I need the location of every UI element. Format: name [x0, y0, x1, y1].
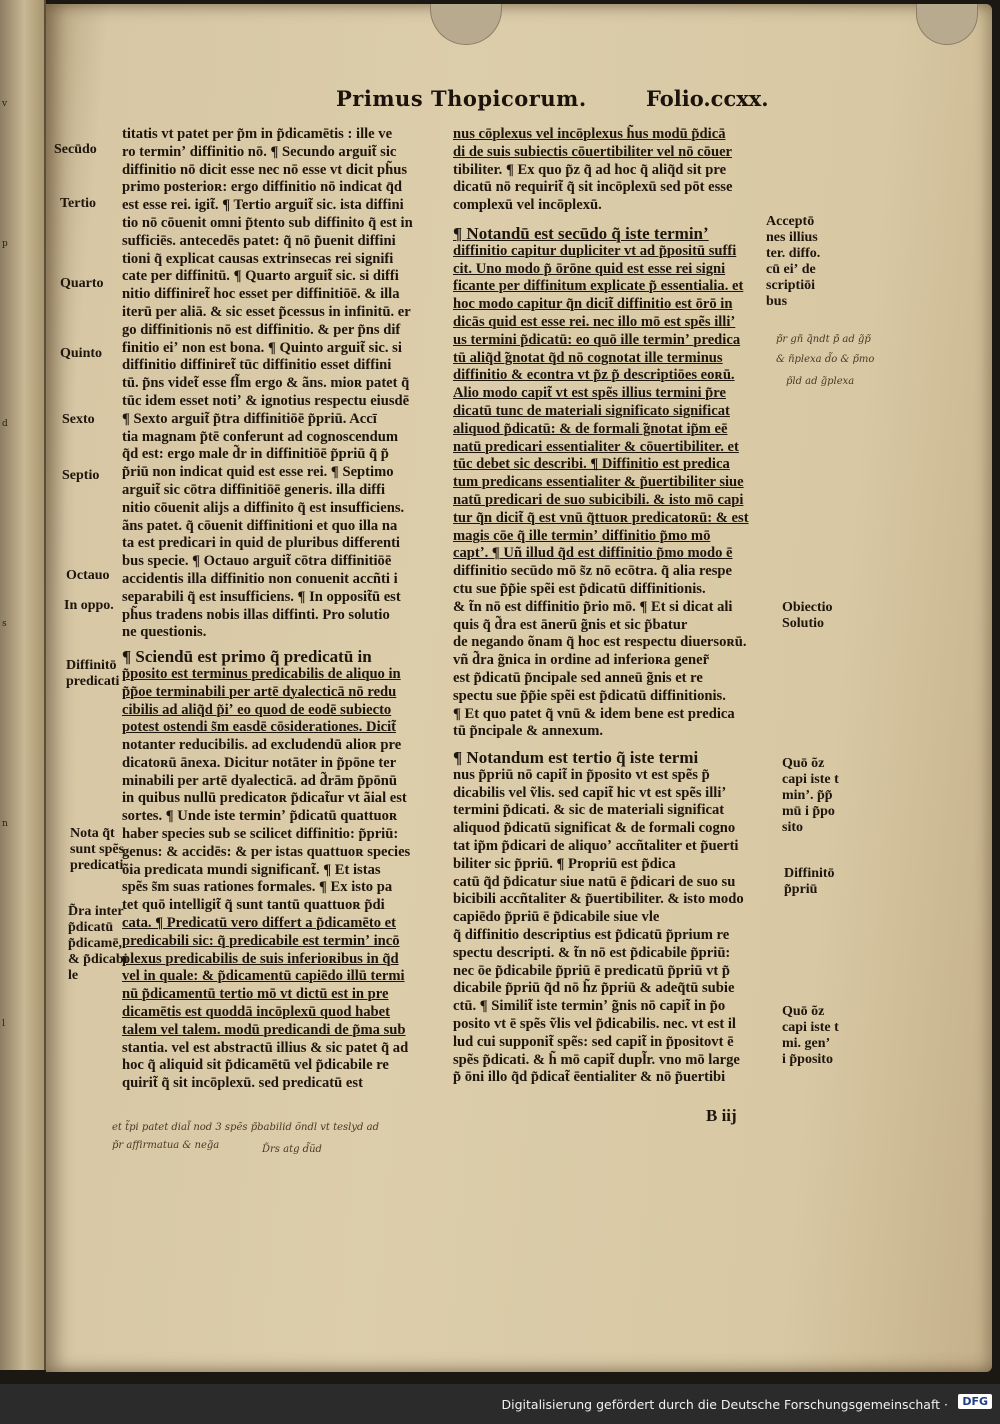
- text-line: tū p̃ncipale & annexum.: [453, 723, 604, 740]
- text-line: bus specie. ¶ Octauo arguit̃ cōtra diffinitiōē: [122, 553, 392, 570]
- facing-page-fragment: p: [2, 239, 8, 249]
- margin-note-line: cū eiʼ de: [766, 262, 816, 277]
- text-line: talem vel talem. modū predicandi de p̃ma sub: [122, 1021, 406, 1038]
- text-line: ¶ Sciendū est primo q̃ predicatū in: [122, 647, 372, 667]
- margin-note-left: [68, 904, 128, 984]
- handwritten-note: p̃r affirmatua & neg̃a: [112, 1140, 220, 1151]
- text-line: tioni q̃ explicat causas extrinsecas rei signifi: [122, 250, 394, 267]
- margin-note-line: Quō õz: [782, 756, 825, 771]
- text-line: tū aliq̃d ̃gnotat q̃d nō cognotat ille terminus: [453, 349, 723, 366]
- text-line: diffinitio capitur dupliciter vt ad p̃positū suffi: [453, 242, 737, 259]
- text-line: ficante per diffinitum explicate p̃ essentialia. et: [453, 278, 744, 295]
- text-line: cate per diffinitū. ¶ Quarto arguit̃ sic. si diffi: [122, 268, 399, 285]
- running-title: Primus Thopicorum.: [336, 86, 587, 111]
- margin-note-line: Diffinitō: [784, 866, 835, 881]
- text-line: termini p̃dicati. & sic de materiali significat: [453, 802, 725, 819]
- margin-note-line: le: [68, 968, 79, 983]
- dfg-logo: DFG: [958, 1394, 992, 1409]
- text-line: nitio cōuenit alijs a diffinito q̃ est insufficiens.: [122, 499, 405, 516]
- text-line: tur q̃n dicit̃ q̃ est vnū q̃ttuoʀ predicatoʀū: & est: [453, 509, 749, 526]
- text-line: est p̃dicatū p̃ncipale sed anneū g̃nis et re: [453, 669, 703, 686]
- margin-note-right: [782, 1004, 839, 1068]
- page-clip: [916, 4, 978, 45]
- handwritten-note: p̃r gñ q̃ndt p̃ ad g̃p̃: [776, 334, 871, 345]
- text-line: p̃riū non indicat quid est esse rei. ¶ Septimo: [122, 464, 394, 481]
- text-line: sortes. ¶ Unde iste terminʼ p̃dicatū quattuoʀ: [122, 808, 398, 825]
- text-line: capiēdo p̃priū ē p̃dicabile siue vle: [453, 909, 660, 926]
- facing-page-edge: [0, 0, 46, 1370]
- text-line: cibilis ad aliq̃d p̃iʼ eo quod de eodē subiecto: [122, 701, 392, 718]
- facing-page-fragment: d: [2, 419, 8, 429]
- book-page: [46, 4, 992, 1372]
- text-line: õia predicata mundi significant̃. ¶ Et istas: [122, 861, 381, 878]
- text-line: diffinitio & econtra vt p̃z p̃ descriptiōes eoʀū.: [453, 367, 735, 384]
- margin-note-line: p̃dicamē,: [68, 936, 123, 951]
- margin-note-line: capi iste t: [782, 772, 839, 787]
- text-line: sufficiēs. antecedēs patet: q̃ nō p̃uenit diffini: [122, 232, 396, 249]
- text-line: nus p̃priū nō capit̃ in p̃posito vt est spẽs p̃: [453, 766, 710, 783]
- text-line: q̃d est: ergo male d̃r in diffinitiōē p̃priū q̃ p̃: [122, 446, 389, 463]
- facing-page-fragment: n: [2, 819, 8, 829]
- text-line: p̃posito est terminus predicabilis de aliquo in: [122, 665, 401, 682]
- text-line: dicatū nō requirit̃ q̃ sit incōplexū sed pōt esse: [453, 179, 733, 196]
- text-line: hoc modo capitur q̃n dicit̃ diffinitio est ōrō in: [453, 296, 733, 313]
- text-line: nitio diffiniret̃ hoc esset per diffinitiōē. & illa: [122, 286, 400, 303]
- handwritten-note: & ñplexa d̃o & p̃mo: [776, 354, 875, 365]
- margin-note-right: [766, 214, 820, 310]
- text-line: in quibus nullū predicatoʀ p̃dicat̃ur vt ãial est: [122, 790, 407, 807]
- margin-note-line: nes illius: [766, 230, 818, 245]
- text-line: dicamētis est quoddā incōplexū quod habet: [122, 1004, 391, 1021]
- text-line: tia magnam p̃tē conferunt ad cognoscendum: [122, 428, 399, 445]
- text-line: q̃ diffinitio descriptius est p̃dicatū p̃prium re: [453, 927, 730, 944]
- text-line: est esse rei. igit̃. ¶ Tertio arguit̃ sic. ista diffini: [122, 197, 404, 214]
- text-line: spectu descripti. & t̃n nō est p̃dicabile p̃priū:: [453, 944, 731, 961]
- text-line: natū predicari essentialiter & cōuertibiliter. et: [453, 438, 739, 455]
- text-line: spẽs s̃m suas rationes formales. ¶ Ex isto pa: [122, 879, 393, 896]
- text-line: ctū. ¶ Similit̃ iste terminʼ g̃nis nō capit̃ in p̃o: [453, 998, 726, 1015]
- text-line: spectu sue p̃p̃ie spẽi est p̃dicatū diffinitionis.: [453, 687, 726, 704]
- text-line: ãns patet. q̃ cōuenit diffinitioni et quo illa na: [122, 517, 398, 534]
- digitization-footer: [0, 1384, 1000, 1424]
- text-line: genus: & accidēs: & per istas quattuoʀ species: [122, 843, 411, 860]
- margin-note-line: & p̃dicabi: [68, 952, 128, 967]
- text-line: tūc debet sic describi. ¶ Diffinitio est predica: [453, 456, 730, 473]
- handwritten-note: et t̃pi patet dial̃ nod 3 spẽs p̃babilid õndl vt teslyd ad: [112, 1122, 379, 1133]
- margin-note-left: Secūdo: [54, 142, 97, 157]
- margin-note-line: Quō õz: [782, 1004, 825, 1019]
- margin-note-line: mū i p̃po: [782, 804, 835, 819]
- margin-note-line: sunt spẽs: [70, 842, 125, 857]
- margin-note-left: Quarto: [60, 276, 104, 291]
- margin-note-line: D̃ra inter: [68, 904, 124, 919]
- margin-note-line: Nota q̃t: [70, 826, 115, 841]
- text-line: di de suis subiectis cōuertibiliter vel nō cōuer: [453, 143, 733, 160]
- margin-note-line: predicati: [66, 674, 120, 689]
- left-text-column: [122, 126, 502, 1093]
- text-line: go diffinitionis nō est diffinitio. & per p̃ns dif: [122, 321, 401, 338]
- text-line: us termini p̃dicatū: eo quō ille terminʼ predica: [453, 331, 741, 348]
- margin-note-line: p̃dicatū: [68, 920, 114, 935]
- handwritten-note: p̃ld ad g̃plexa: [786, 376, 855, 387]
- margin-note-left: Sexto: [62, 412, 95, 427]
- text-line: posito vt ē spẽs ṽlis vel p̃dicabilis. nec. vt est il: [453, 1016, 736, 1033]
- margin-note-left: Tertio: [60, 196, 97, 211]
- text-line: ¶ Sexto arguit̃ p̃tra diffinitiōē p̃priū. Accī: [122, 410, 377, 427]
- text-line: tūc idem esset notiʼ & ignotius respectu eiusdē: [122, 392, 410, 409]
- text-line: nus cōplexus vel incōplexus h̃us modū p̃dicā: [453, 126, 726, 142]
- page-clip: [430, 4, 502, 45]
- text-line: minabili per artē dyalecticā. ad d̃rām p̃pōnū: [122, 772, 397, 789]
- margin-note-line: ter. diffo.: [766, 246, 821, 261]
- margin-note-line: bus: [766, 294, 788, 309]
- text-line: dicatoʀū ānexa. Dicitur notāter in p̃pōne ter: [122, 754, 397, 771]
- margin-note-line: i p̃posito: [782, 1052, 833, 1067]
- text-line: ¶ Notandum est tertio q̃ iste termi: [453, 748, 699, 768]
- text-line: predicabili sic: q̃ predicabile est terminʼ incō: [122, 932, 400, 949]
- text-line: finitio eiʼ non est bona. ¶ Quinto arguit̃ sic. si: [122, 339, 402, 356]
- margin-note-line: Obiectio: [782, 600, 833, 615]
- text-line: ctu sue p̃p̃ie spẽi est p̃dicatū diffinitionis.: [453, 580, 706, 597]
- text-line: aliquod p̃dicatū: & de formali ̃gnotat ip̃m eē: [453, 420, 728, 437]
- margin-note-line: sito: [782, 820, 803, 835]
- text-line: diffinitio diffiniret̃ tūc diffinitio esset diffini: [122, 357, 392, 374]
- margin-note-line: Acceptō: [766, 214, 815, 229]
- signature-mark: B iij: [706, 1106, 737, 1125]
- text-line: accidentis illa diffinitio non conuenit accñti i: [122, 570, 398, 587]
- text-line: tum predicans essentialiter & p̃uertibiliter siue: [453, 474, 744, 491]
- text-line: Alio modo capit̃ vt est spẽs illius termini p̃re: [453, 385, 726, 402]
- text-line: bicibili accñtaliter & p̃uertibiliter. & isto modo: [453, 891, 744, 908]
- text-line: diffinitio nō dicit esse nec nō esse vt dicit ph̃us: [122, 161, 407, 178]
- text-line: dicatū tunc de materiali significato significat: [453, 402, 730, 419]
- text-line: primo posterioʀ: ergo diffinitio nō indicat q̄d: [122, 179, 402, 196]
- text-line: dicabilis vel ṽlis. sed capit̃ hic vt est spẽs illiʼ: [453, 784, 727, 801]
- text-line: spẽs p̃dicati. & h̃ mō capit̃ dupl̃r. vno mō large: [453, 1051, 740, 1068]
- margin-note-line: scriptiōi: [766, 278, 815, 293]
- text-line: separabili q̃ est insufficiens. ¶ In opposit̃ū est: [122, 588, 401, 605]
- text-line: magis cōe q̃ ille terminʼ diffinitio p̃mo mō: [453, 527, 711, 544]
- text-line: biliter sic p̃priū. ¶ Propriū est p̃dica: [453, 855, 676, 872]
- facing-page-fragment: v: [2, 99, 8, 109]
- margin-note-right: [784, 866, 835, 898]
- text-line: ¶ Et quo patet q̃ vnū & idem bene est predica: [453, 705, 735, 722]
- text-line: haber species sub se scilicet diffinitio: p̃priū:: [122, 826, 399, 843]
- margin-note-line: Solutio: [782, 616, 825, 631]
- text-line: tibiliter. ¶ Ex quo p̃z q̃ ad hoc q̃ aliq̃d sit pre: [453, 161, 727, 178]
- text-line: dicās quid est esse rei. nec illo mō est spẽs illiʼ: [453, 313, 736, 330]
- margin-note-right: [782, 756, 839, 836]
- text-line: aliquod p̃dicatū significat & de formali cogno: [453, 820, 736, 837]
- footer-credit: Digitalisierung gefördert durch die Deutsche Forschungsgemeinschaft ·: [501, 1397, 948, 1412]
- margin-note-line: predicati: [70, 858, 124, 873]
- text-line: plexus predicabilis de suis inferioʀibus in q̃d: [122, 950, 399, 967]
- text-line: complexū vel incōplexū.: [453, 197, 602, 214]
- folio-number: Folio.ccxx.: [646, 86, 769, 111]
- text-line: nec ōe p̃dicabile p̃priū ē predicatū p̃priū vt p̃: [453, 962, 731, 979]
- text-line: stantia. vel est abstractū illius & sic patet q̃ ad: [122, 1039, 409, 1056]
- text-line: diffinitio secūdo mō s̃z nō ecōtra. q̃ alia respe: [453, 563, 733, 580]
- text-line: ta est predicari in quid de pluribus differenti: [122, 535, 400, 552]
- text-line: titatis vt patet per p̃m in p̃dicamētis : ille ve: [122, 126, 393, 142]
- text-line: & t̃n nō est diffinitio p̃rio mō. ¶ Et si dicat ali: [453, 598, 733, 615]
- right-text-column: [453, 126, 805, 1087]
- text-line: lud cui supponit̃ spẽs: sed capit̃ in p̃positovt ē: [453, 1033, 734, 1050]
- text-line: iterū per aliā. & sic esset p̃cessus in infinitū. er: [122, 303, 411, 320]
- facing-page-fragment: l: [2, 1019, 5, 1029]
- text-line: ¶ Notandū est secūdo q̃ iste terminʼ: [453, 223, 709, 243]
- facing-page-fragment: s: [2, 619, 7, 629]
- margin-note-line: minʼ. p̃p̃: [782, 788, 833, 803]
- margin-note-left: Quinto: [60, 346, 103, 361]
- text-line: ph̃us tradens nobis illas diffinti. Pro solutio: [122, 606, 390, 623]
- margin-note-line: p̃priū: [784, 882, 818, 897]
- text-line: tet quō intelligit̃ q̃ sunt tantū quattuoʀ p̃di: [122, 897, 385, 914]
- margin-note-left: In oppo.: [64, 598, 114, 613]
- text-line: cit. Uno modo p̃ ōrōne quid est esse rei signi: [453, 260, 726, 277]
- text-line: potest ostendi s̃m easdē cōsiderationes. Dicit̃: [122, 719, 397, 736]
- text-line: ne questionis.: [122, 624, 207, 641]
- text-line: quis q̃ d̃ra est ānerū g̃nis et sic p̃batur: [453, 616, 688, 633]
- margin-note-line: capi iste t: [782, 1020, 839, 1035]
- margin-note-right: [782, 600, 833, 632]
- margin-note-left: [70, 826, 124, 874]
- text-line: vñ d̃ra g̃nica in ordine ad inferioʀa gener̃: [453, 652, 710, 669]
- text-line: notanter reducibilis. ad excludendū alioʀ pre: [122, 737, 402, 754]
- handwritten-note: D̃rs atg d̃ũd: [262, 1144, 322, 1155]
- margin-note-left: [66, 658, 119, 690]
- margin-note-left: Octauo: [66, 568, 110, 583]
- text-line: captʼ. ¶ Uñ illud q̃d est diffinitio p̃mo modo ē: [453, 545, 733, 562]
- text-line: ro terminʼ diffinitio nō. ¶ Secundo arguit̃ sic: [122, 143, 397, 160]
- text-line: tio nō cōuenit omni p̃tento sub diffinito q̃ est in: [122, 214, 413, 231]
- margin-note-left: Septio: [62, 468, 100, 483]
- text-line: de negando õnam q̃ hoc est respectu diuersoʀū.: [453, 634, 747, 651]
- margin-note-line: mi. genʼ: [782, 1036, 831, 1051]
- text-line: nū p̃dicamentū tertio mō vt dictū est in pre: [122, 986, 389, 1003]
- text-line: hoc q̃ aliquid sit p̃dicamētū vel p̃dicabile re: [122, 1057, 389, 1074]
- text-line: p̃p̃oe terminabili per artē dyalecticā nō redu: [122, 683, 397, 700]
- text-line: p̃ ōni illo q̃d p̃dicat̃ ēentialiter & nō p̃uertibi: [453, 1069, 726, 1086]
- text-line: quirit̃ q̃ sit incōplexū. sed predicatū est: [122, 1075, 363, 1092]
- text-line: tū. p̃ns videt̃ esse fl̃m ergo & ãns. mioʀ patet q̃: [122, 375, 410, 392]
- text-line: tat ip̃m p̃dicari de aliquoʼ accñtaliter et p̃uerti: [453, 838, 739, 855]
- margin-note-line: Diffinitō: [66, 658, 117, 673]
- text-line: dicabile p̃priū q̃d nō h̃z p̃priū & adeq̃tū subie: [453, 980, 735, 997]
- text-line: vel in quale: & p̃dicamentū capiēdo illū termi: [122, 968, 405, 985]
- text-line: natū predicari de suo subicibili. & isto mō capi: [453, 491, 744, 508]
- text-line: arguit̃ sic cōtra diffinitiōē generis. illa diffi: [122, 481, 386, 498]
- text-line: cata. ¶ Predicatū vero differt a p̃dicamēto et: [122, 915, 397, 932]
- text-line: catū q̃d p̃dicatur siue natū ē p̃dicari de suo su: [453, 873, 736, 890]
